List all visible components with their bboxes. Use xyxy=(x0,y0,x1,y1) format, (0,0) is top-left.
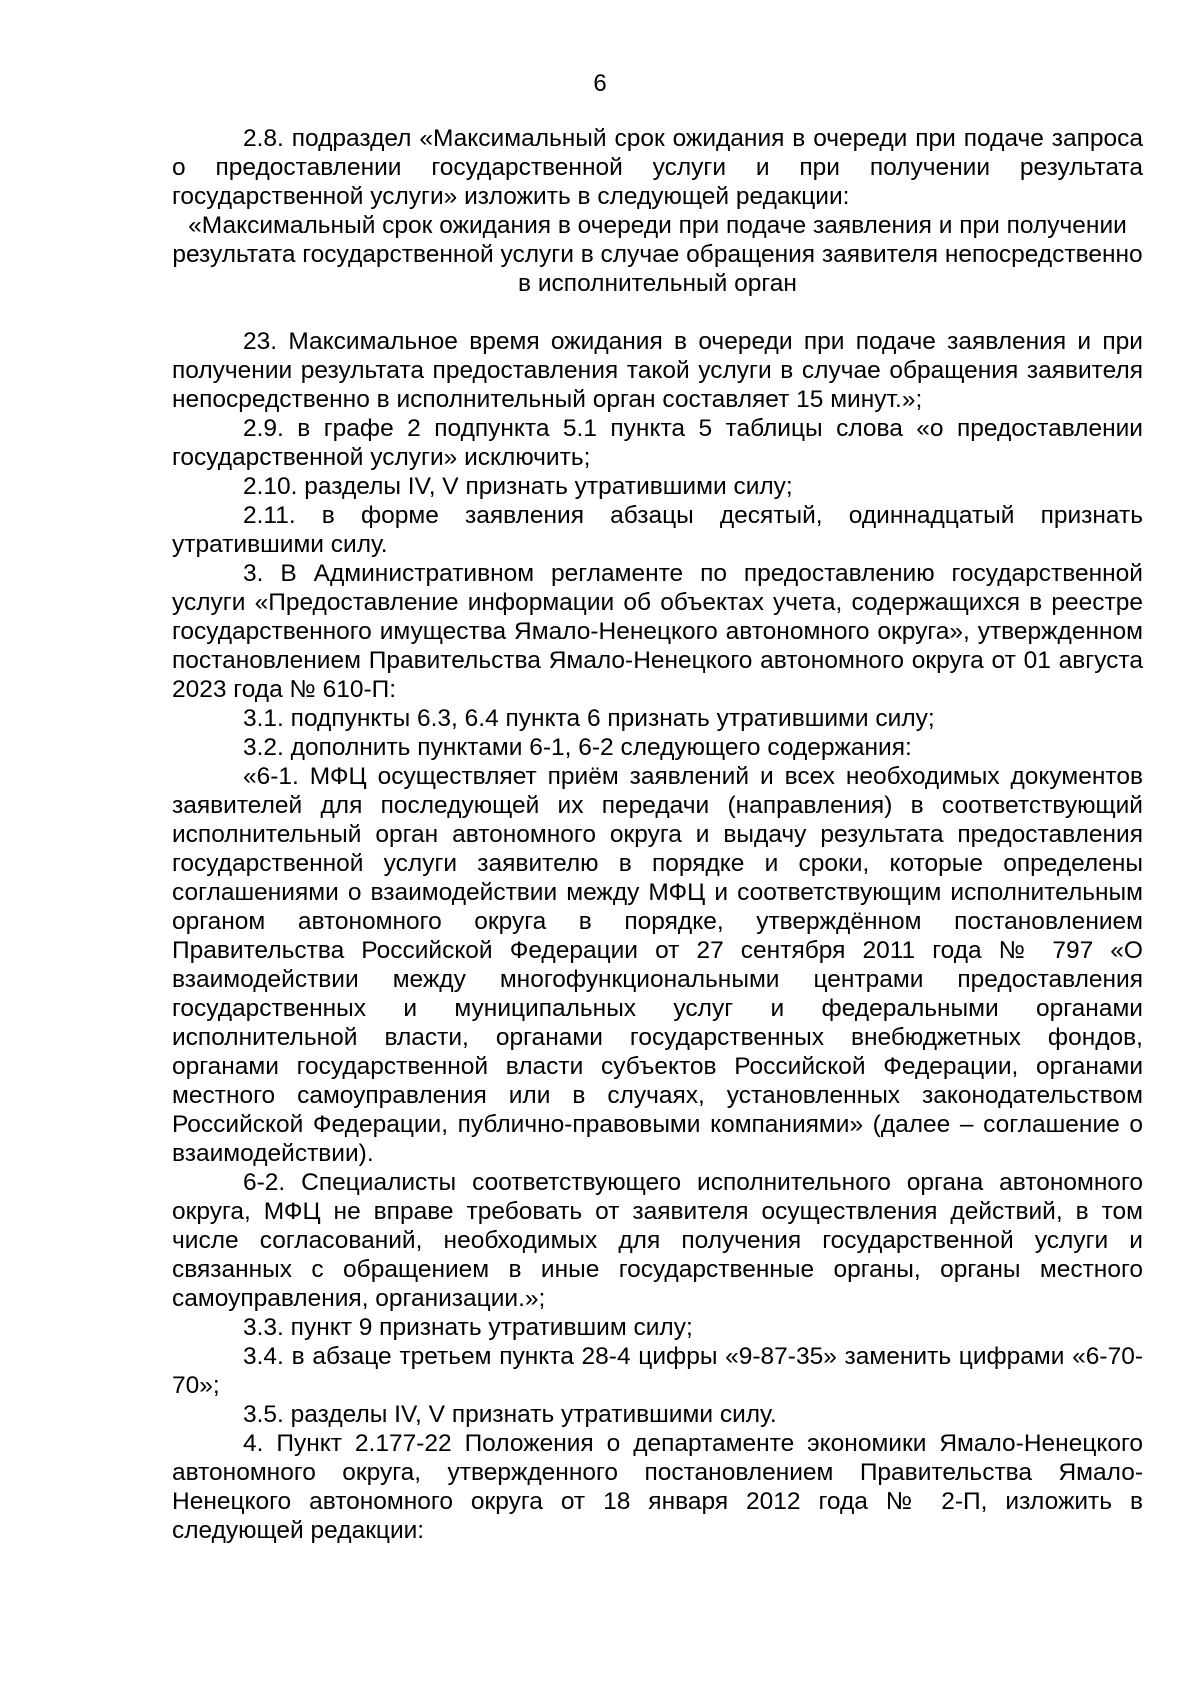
paragraph-2-8: 2.8. подраздел «Максимальный срок ожидания в очереди при подаче запроса о предоставлении государственной услуги и при получении результата государственной услуги» изложить в следующей редакции: xyxy=(172,125,1143,210)
paragraph-2-9: 2.9. в графе 2 подпункта 5.1 пункта 5 таблицы слова «о предоставлении государственной услуги» исключить; xyxy=(172,415,1143,471)
paragraph-4: 4. Пункт 2.177-22 Положения о департаменте экономики Ямало-Ненецкого автономного округа, утвержденного постановлением Правительства Ямало-Ненецкого автономного округа от 18 января 2012 года № 2-П, изложить в следующей редакции: xyxy=(172,1430,1143,1544)
paragraph-2-11: 2.11. в форме заявления абзацы десятый, одиннадцатый признать утратившими силу. xyxy=(172,502,1143,558)
paragraph-3-5: 3.5. разделы IV, V признать утратившими силу. xyxy=(243,1401,777,1428)
paragraph-2-10: 2.10. разделы IV, V признать утратившими силу; xyxy=(243,473,793,500)
paragraph-23: 23. Максимальное время ожидания в очереди при подаче заявления и при получении результата предоставления такой услуги в случае обращения заявителя непосредственно в исполнительный орган составляет 15 минут.»; xyxy=(172,328,1143,413)
page-number: 6 xyxy=(593,70,607,97)
paragraph-3-2: 3.2. дополнить пунктами 6-1, 6-2 следующего содержания: xyxy=(243,734,912,761)
paragraph-6-1: «6-1. МФЦ осуществляет приём заявлений и всех необходимых документов заявителей для последующей их передачи (направления) в соответствующий исполнительный орган автономного округа и выдачу результата предоставления государственной услуги заявителю в порядке и сроки, которые определены соглашениями о взаимодействии между МФЦ и соответствующим исполнительным органом автономного округа в порядке, утверждённом постановлением Правительства Российской Федерации от 27 сентября 2011 года № 797 «О взаимодействии между многофункциональными центрами предоставления государственных и муниципальных услуг и федеральными органами исполнительной власти, органами государственных внебюджетных фондов, органами государственной власти субъектов Российской Федерации, органами местного самоуправления или в случаях, установленных законодательством Российской Федерации, публично-правовыми компаниями» (далее – соглашение о взаимодействии). xyxy=(172,763,1143,1167)
document-body xyxy=(172,124,1143,1545)
paragraph-3-4: 3.4. в абзаце третьем пункта 28-4 цифры «9-87-35» заменить цифрами «6-70-70»; xyxy=(172,1343,1143,1399)
paragraph-3-1: 3.1. подпункты 6.3, 6.4 пункта 6 признать утратившими силу; xyxy=(243,705,935,732)
paragraph-6-2: 6-2. Специалисты соответствующего исполнительного органа автономного округа, МФЦ не вправе требовать от заявителя осуществления действий, в том числе согласований, необходимых для получения государственной услуги и связанных с обращением в иные государственные органы, органы местного самоуправления, организации.»; xyxy=(172,1169,1143,1312)
paragraph-3: 3. В Административном регламенте по предоставлению государственной услуги «Предоставление информации об объектах учета, содержащихся в реестре государственного имущества Ямало-Ненецкого автономного округа», утвержденном постановлением Правительства Ямало-Ненецкого автономного округа от 01 августа 2023 года № 610-П: xyxy=(172,560,1143,703)
paragraph-3-3: 3.3. пункт 9 признать утратившим силу; xyxy=(243,1314,693,1341)
quoted-subsection-heading: «Максимальный срок ожидания в очереди при подаче заявления и при получении результата государственной услуги в случае обращения заявителя непосредственно в исполнительный орган xyxy=(172,212,1143,297)
